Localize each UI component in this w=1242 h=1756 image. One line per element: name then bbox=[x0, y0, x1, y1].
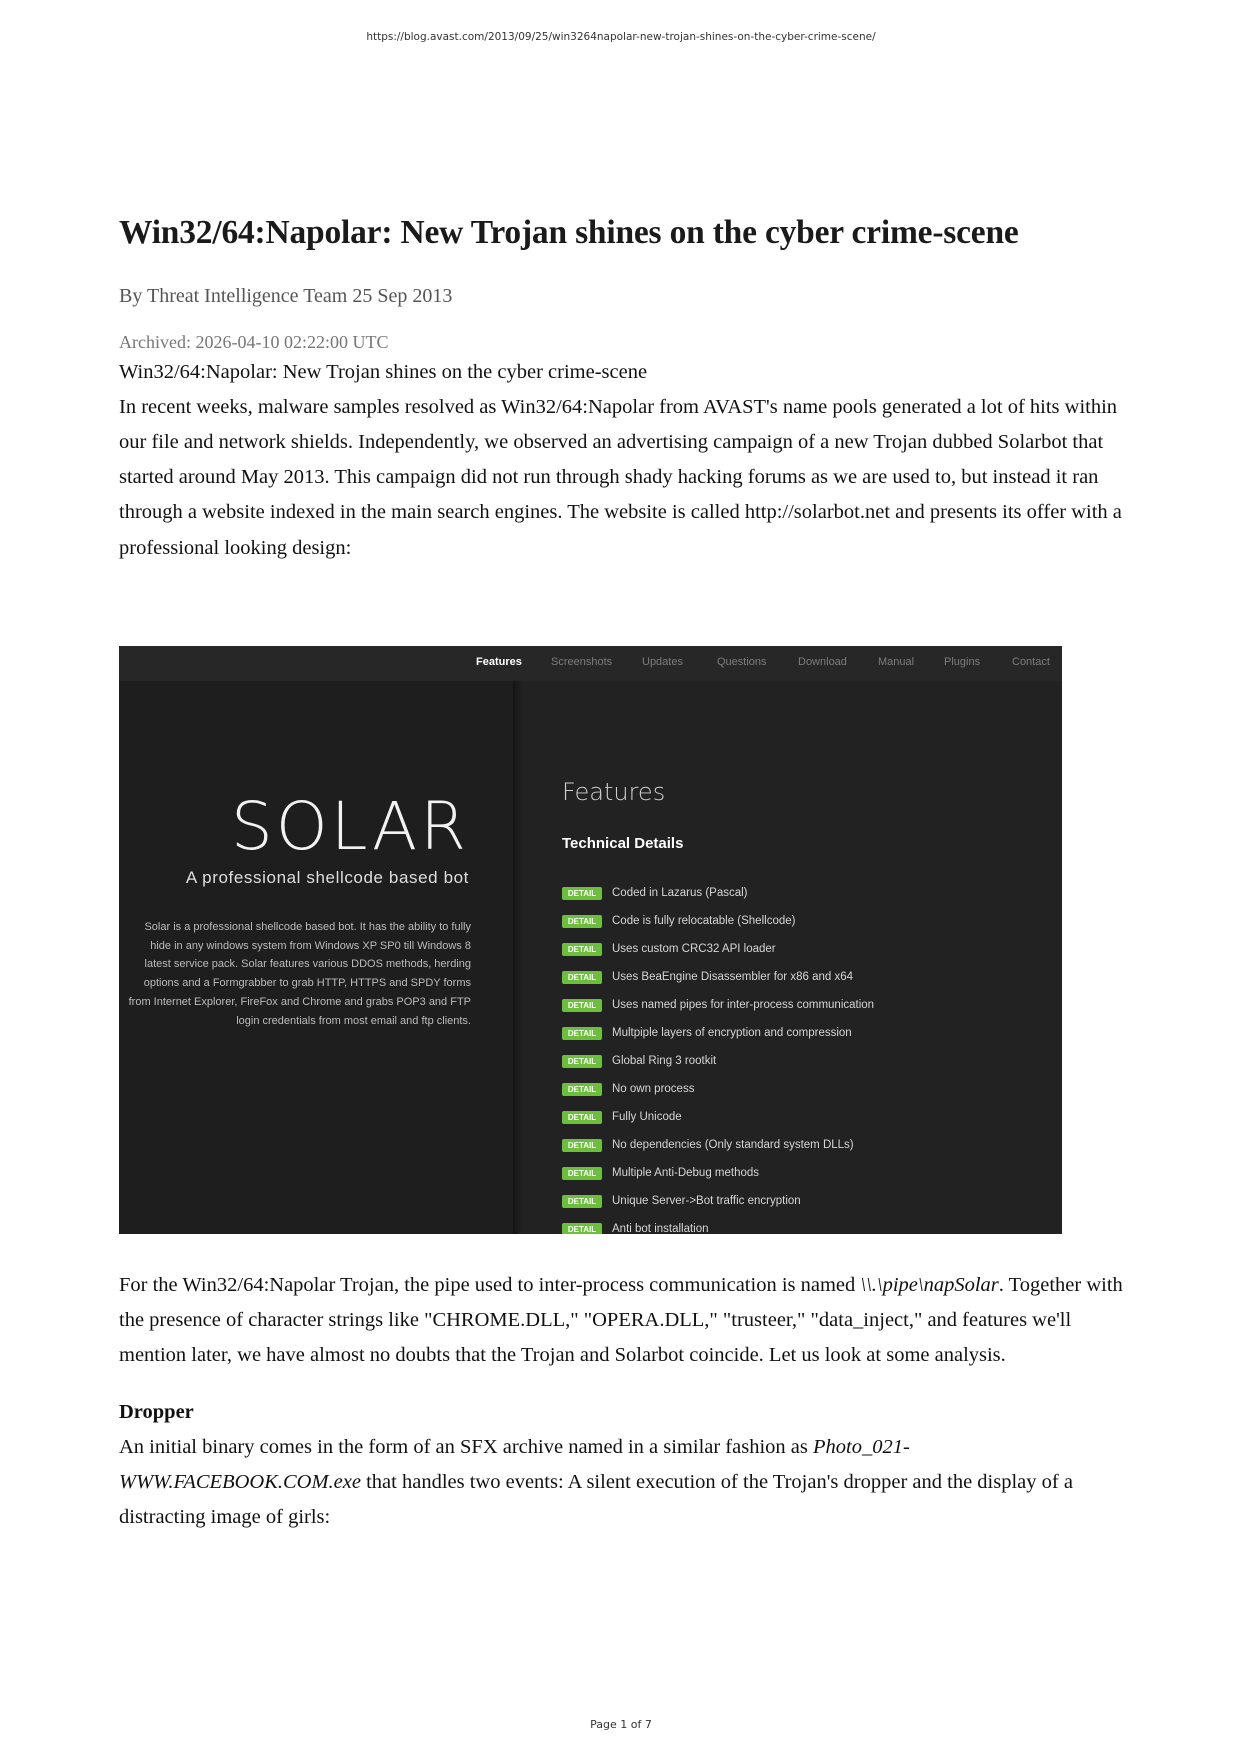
feature-item bbox=[562, 1159, 874, 1187]
feature-item bbox=[562, 963, 874, 991]
pipe-paragraph-start: For the Win32/64:Napolar Trojan, the pipe used to inter-process communication is named bbox=[119, 1274, 861, 1296]
source-url: https://blog.avast.com/2013/09/25/win3264napolar-new-trojan-shines-on-the-cyber-crime-scene/ bbox=[366, 31, 876, 43]
feature-item bbox=[562, 907, 874, 935]
dropper-paragraph-start: An initial binary comes in the form of an SFX archive named in a similar fashion as bbox=[119, 1435, 813, 1458]
feature-text: Multiple Anti-Debug methods bbox=[612, 1167, 760, 1179]
feature-text: Uses named pipes for inter-process communication bbox=[612, 999, 875, 1011]
detail-badge: DETAIL bbox=[562, 1223, 602, 1235]
intro-paragraph: In recent weeks, malware samples resolved as Win32/64:Napolar from AVAST's name pools generated a lot of hits within our file and network shields. Independently, we observed an advertising campaign of a new Trojan dubbed Solarbot that started around May 2013. This campaign did not run through shady hacking forums as we are used to, but instead it ran through a website indexed in the main search engines. The website is called http://solarbot.net and presents its offer with a professional looking design: bbox=[119, 395, 1122, 559]
screenshot-divider bbox=[513, 681, 523, 1234]
pipe-paragraph bbox=[119, 1268, 1129, 1374]
dropper-filename: Photo_021-WWW.FACEBOOK.COM.exe bbox=[119, 1435, 910, 1493]
nav-plugins: Plugins bbox=[944, 656, 981, 668]
feature-item bbox=[562, 1019, 874, 1047]
solarbot-website-screenshot bbox=[119, 646, 1062, 1234]
article-subtitle: Win32/64:Napolar: New Trojan shines on the cyber crime-scene bbox=[119, 360, 648, 383]
article-body-continued bbox=[119, 1268, 1129, 1535]
dropper-paragraph bbox=[119, 1430, 1129, 1536]
feature-list bbox=[562, 879, 874, 1234]
detail-badge: DETAIL bbox=[562, 1167, 602, 1180]
nav-updates: Updates bbox=[642, 656, 683, 668]
nav-manual: Manual bbox=[878, 656, 915, 668]
feature-text: Uses BeaEngine Disassembler for x86 and x64 bbox=[612, 971, 853, 983]
feature-text: Multpiple layers of encryption and compression bbox=[612, 1027, 852, 1039]
dropper-heading: Dropper bbox=[119, 1400, 194, 1423]
feature-item bbox=[562, 1131, 874, 1159]
feature-item bbox=[562, 1075, 874, 1103]
feature-text: Global Ring 3 rootkit bbox=[612, 1055, 717, 1067]
pipe-name: \\.\pipe\napSolar bbox=[860, 1274, 999, 1296]
screenshot-nav-bar bbox=[119, 646, 1062, 681]
pipe-paragraph-end: . Together with the presence of character strings like "CHROME.DLL," "OPERA.DLL," "trusteer," "data_inject," and features we'll mention later, we have almost no doubts that the Trojan and Solarbot coincide. Let us look at some analysis. bbox=[119, 1274, 1123, 1367]
detail-badge: DETAIL bbox=[562, 1027, 602, 1040]
nav-questions: Questions bbox=[717, 656, 767, 668]
feature-text: Unique Server->Bot traffic encryption bbox=[612, 1195, 801, 1207]
page-number: Page 1 of 7 bbox=[590, 1718, 652, 1731]
detail-badge: DETAIL bbox=[562, 887, 602, 900]
feature-item bbox=[562, 879, 874, 907]
detail-badge: DETAIL bbox=[562, 1111, 602, 1124]
feature-text: Uses custom CRC32 API loader bbox=[612, 943, 776, 955]
detail-badge: DETAIL bbox=[562, 999, 602, 1012]
nav-screenshots: Screenshots bbox=[551, 656, 613, 668]
feature-item bbox=[562, 1047, 874, 1075]
feature-text: Fully Unicode bbox=[612, 1111, 682, 1123]
article-header bbox=[119, 213, 1129, 566]
detail-badge: DETAIL bbox=[562, 1055, 602, 1068]
feature-item bbox=[562, 1103, 874, 1131]
solar-tagline: A professional shellcode based bot bbox=[185, 868, 469, 887]
feature-item bbox=[562, 935, 874, 963]
detail-badge: DETAIL bbox=[562, 915, 602, 928]
solar-logo: SOLAR bbox=[230, 788, 469, 865]
feature-item bbox=[562, 1187, 874, 1215]
features-heading: Features bbox=[562, 778, 666, 806]
dropper-paragraph-end: that handles two events: A silent execution of the Trojan's dropper and the display of a distracting image of girls: bbox=[119, 1470, 1073, 1529]
feature-text: No own process bbox=[612, 1083, 695, 1095]
feature-text: No dependencies (Only standard system DLLs) bbox=[612, 1139, 854, 1151]
feature-item bbox=[562, 1215, 874, 1234]
archived-date: Archived: 2026-04-10 02:22:00 UTC bbox=[119, 332, 389, 353]
detail-badge: DETAIL bbox=[562, 1083, 602, 1096]
technical-details-heading: Technical Details bbox=[562, 835, 684, 852]
solar-description: Solar is a professional shellcode based bot. It has the ability to fully hide in any windows system from Windows XP SP0 till Windows 8 latest service pack. Solar features various DDOS methods, herding options and a Formgrabber to grab HTTP, HTTPS and SPDY forms from Internet Explorer, FireFox and Chrome and grabs POP3 and FTP login credentials from most email and ftp clients. bbox=[128, 921, 471, 1027]
article-title: Win32/64:Napolar: New Trojan shines on the cyber crime-scene bbox=[119, 214, 1019, 251]
detail-badge: DETAIL bbox=[562, 943, 602, 956]
detail-badge: DETAIL bbox=[562, 1195, 602, 1208]
byline: By Threat Intelligence Team 25 Sep 2013 bbox=[119, 285, 453, 308]
nav-download: Download bbox=[798, 656, 847, 668]
feature-text: Anti bot installation bbox=[612, 1223, 709, 1234]
feature-item bbox=[562, 991, 874, 1019]
feature-text: Coded in Lazarus (Pascal) bbox=[612, 887, 748, 899]
detail-badge: DETAIL bbox=[562, 1139, 602, 1152]
feature-text: Code is fully relocatable (Shellcode) bbox=[612, 915, 796, 927]
nav-contact: Contact bbox=[1012, 656, 1050, 668]
detail-badge: DETAIL bbox=[562, 971, 602, 984]
nav-features: Features bbox=[476, 656, 522, 668]
